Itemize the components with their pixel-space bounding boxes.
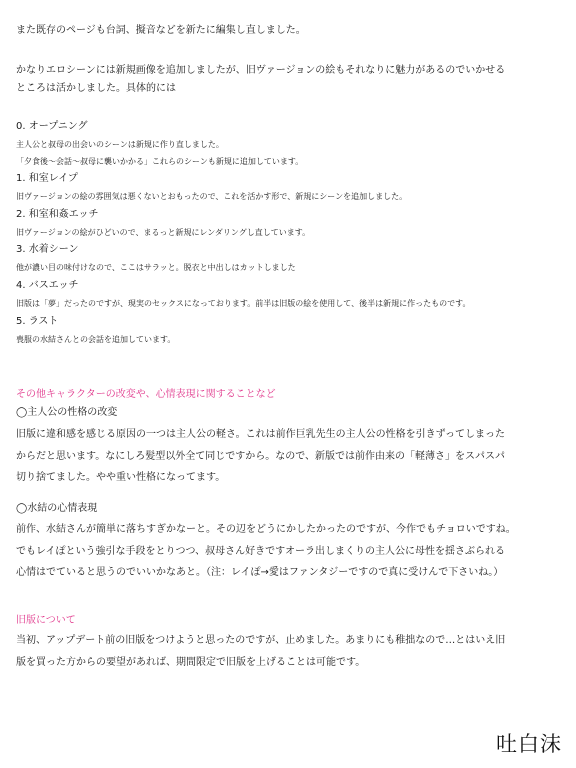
section-opening-line-2: 「夕食後～会話～叔母に襲いかかる」これらのシーンも新規に追加しています。: [16, 157, 304, 166]
other-sub1-line-2: からだと思います。なにしろ髪型以外全て同じですから。なので、新版では前作由来の「軽薄さ」をスパスパ: [16, 451, 505, 462]
section-opening-line-1: 主人公と叔母の出会いのシーンは新規に作り直しました。: [16, 140, 224, 149]
other-sub1-title: ◯主人公の性格の改変: [16, 407, 118, 418]
other-sub2-title: ◯水結の心情表現: [16, 503, 98, 514]
section-4-line-1: 旧版は「夢」だったのですが、現実のセックスになっております。前半は旧版の絵を使用して、後半は新規に作ったものです。: [16, 299, 471, 308]
other-heading: その他キャラクターの改変や、心情表現に関することなど: [16, 389, 276, 400]
section-heading-4: 4. バスエッチ: [16, 280, 79, 291]
old-version-line-1: 当初、アップデート前の旧版をつけようと思ったのですが、止めました。あまりにも稚拙なので…とはいえ旧: [16, 635, 506, 646]
watermark-text: 吐白沫: [496, 732, 562, 756]
other-sub1-line-3: 切り捨てました。やや重い性格になってます。: [16, 472, 226, 483]
section-1-line-1: 旧ヴァージョンの絵の雰囲気は悪くないとおもったので、これを活かす形で、新規にシーンを追加しました。: [16, 192, 408, 201]
section-heading-opening: 0. オープニング: [16, 121, 88, 132]
old-version-heading: 旧版について: [16, 615, 76, 626]
intro-line-2: かなりエロシーンには新規画像を追加しましたが、旧ヴァージョンの絵もそれなりに魅力があるのでいかせる: [16, 65, 506, 76]
other-sub2-line-3: 心情はでていると思うのでいいかなあと。（注：レイぽ→愛はファンタジーですので真に受けんで下さいね。）: [16, 567, 504, 578]
section-heading-1: 1. 和室レイプ: [16, 173, 78, 184]
section-heading-3: 3. 水着シーン: [16, 244, 79, 255]
intro-line-3: ところは活かしました。具体的には: [16, 83, 176, 94]
other-sub2-line-1: 前作、水結さんが簡単に落ちすぎかなーと。その辺をどうにかしたかったのですが、今作でもチョロいですね。: [16, 524, 516, 535]
section-heading-2: 2. 和室和姦エッチ: [16, 209, 99, 220]
section-3-line-1: 他が濃い目の味付けなので、ここはサラッと。脱衣と中出しはカットしました: [16, 263, 296, 272]
section-2-line-1: 旧ヴァージョンの絵がひどいので、まるっと新規にレンダリングし直しています。: [16, 228, 311, 237]
old-version-line-2: 版を買った方からの要望があれば、期間限定で旧版を上げることは可能です。: [16, 657, 366, 668]
other-sub1-line-1: 旧版に違和感を感じる原因の一つは主人公の軽さ。これは前作巨乳先生の主人公の性格を引きずってしまった: [16, 429, 505, 440]
other-sub2-line-2: でもレイぽという強引な手段をとりつつ、叔母さん好きですオーラ出しまくりの主人公に母性を揺さぶられる: [16, 546, 505, 557]
section-5-line-1: 喪服の水結さんとの会話を追加しています。: [16, 335, 176, 344]
intro-line-1: また既存のページも台詞、擬音などを新たに編集し直しました。: [16, 25, 306, 36]
section-heading-5: 5. ラスト: [16, 316, 59, 327]
